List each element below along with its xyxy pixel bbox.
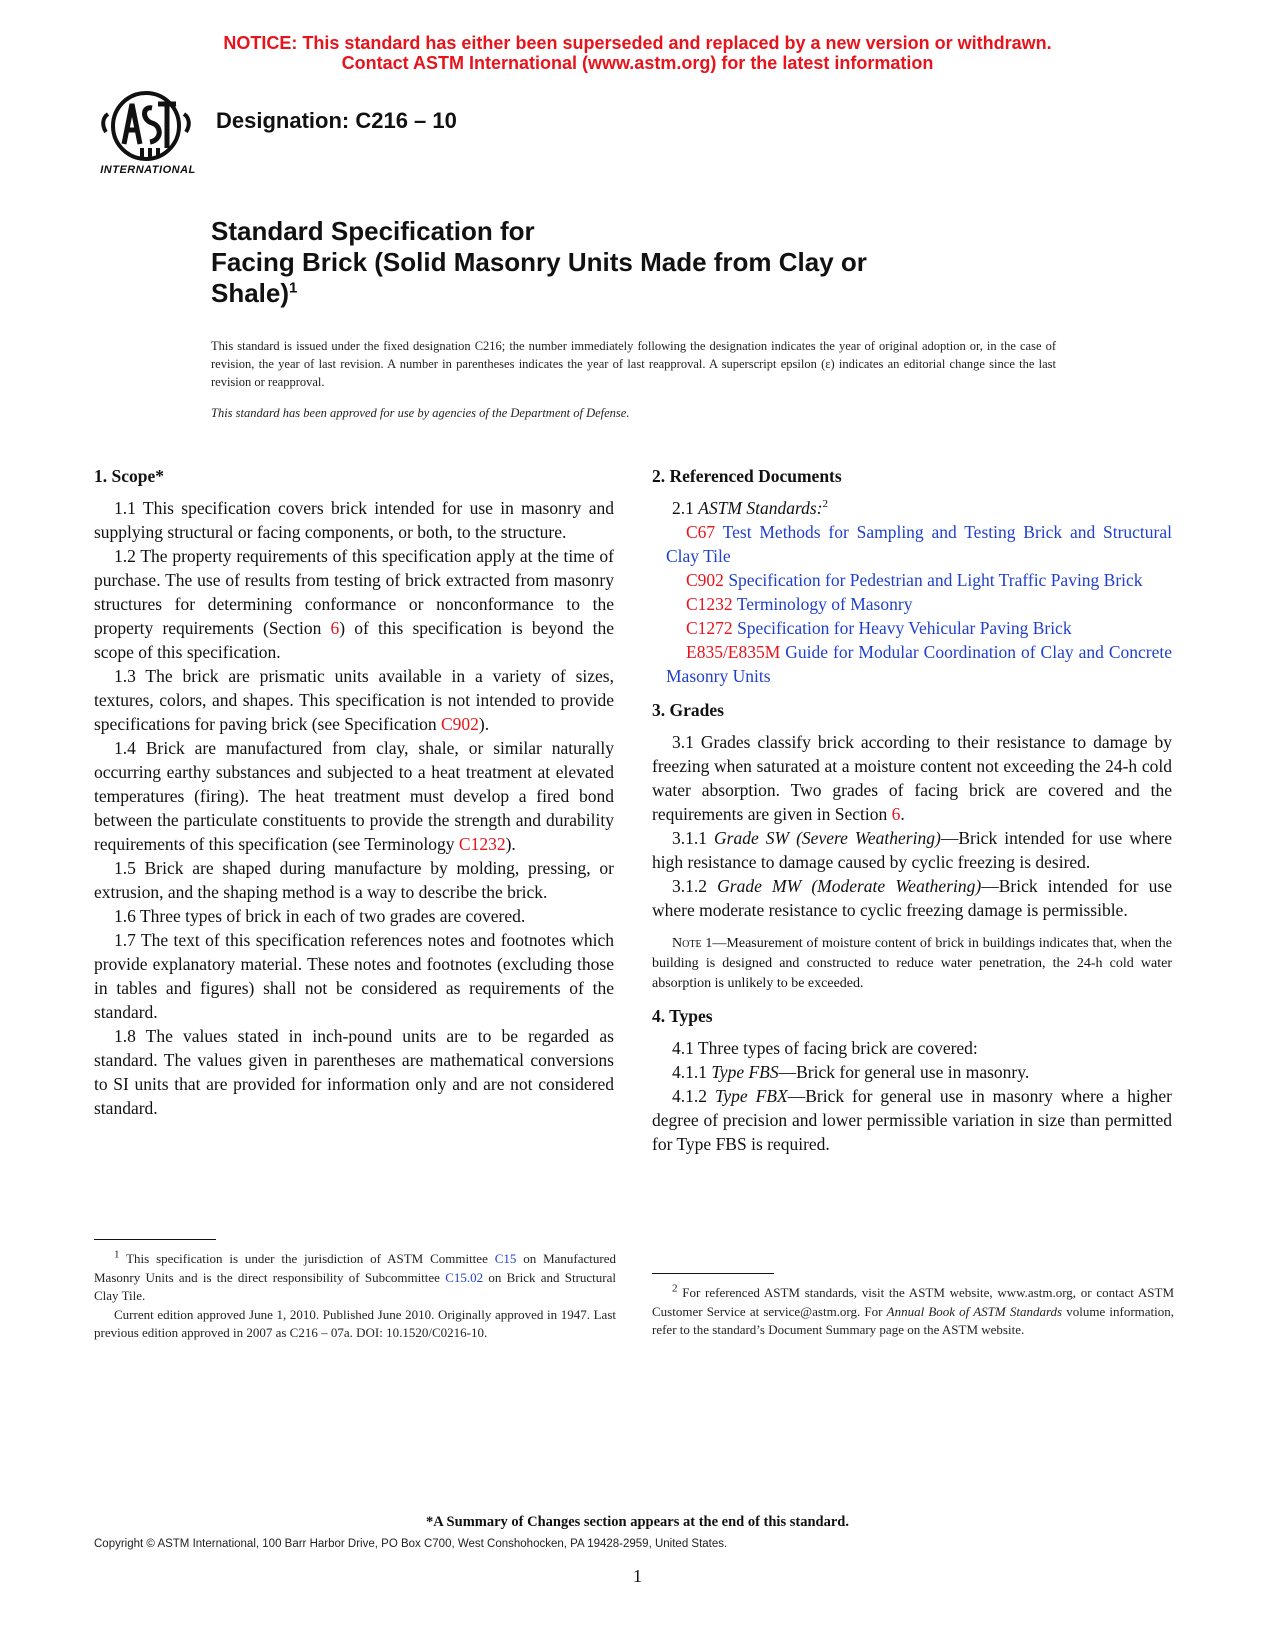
referenced-standard-code[interactable]: E835/E835M xyxy=(686,642,781,662)
para-2-1: 2.1 ASTM Standards:$^2$ xyxy=(672,498,829,518)
para-4-1-2: 4.1.2 Type FBX—Brick for general use in masonry where a higher degree of precision and lower permissible variation in size than permitted for Type FBS is required. xyxy=(652,1086,1172,1154)
para-3-1: 3.1 Grades classify brick according to their resistance to damage by freezing when saturated at a moisture content not exceeding the 24-h cold water absorption. Two grades of facing brick are covered and the requirements are given in Section 6. xyxy=(652,732,1172,824)
referenced-standard-item[interactable] xyxy=(652,640,1172,688)
para-3-1-2: 3.1.2 Grade MW (Moderate Weathering)—Brick intended for use where moderate resistance to cyclic freezing damage is permissible. xyxy=(652,876,1173,920)
c15-02-link[interactable]: C15.02 xyxy=(445,1269,484,1285)
footnote-1: $^1$ This specification is under the jurisdiction of ASTM Committee C15 on Manufactured Masonry Units and is the direct responsibility of Subcommittee C15.02 on Brick and Structural Clay Tile. Current edition approved June 1, 2010. Published June 2010. Originally approved in 1947. Last previous edition approved in 2007 as C216 – 07a. DOI: 10.1520/C0216-10. xyxy=(94,1250,616,1343)
issued-statement: This standard is issued under the fixed designation C216; the number immediately following the designation indicates the year of original adoption or, in the case of revision, the year of last revision. A number in parentheses indicates the year of last reapproval. A superscript epsilon (ε) indicates an editorial change since the last revision or reapproval. xyxy=(211,339,1056,389)
dod-approval-statement: This standard has been approved for use by agencies of the Department of Defense. xyxy=(211,406,630,420)
para-3-1-1: 3.1.1 Grade SW (Severe Weathering)—Brick intended for use where high resistance to damage caused by cyclic freezing is desired. xyxy=(652,828,1173,872)
copyright: Copyright © ASTM International, 100 Barr Harbor Drive, PO Box C700, West Conshohocken, PA 19428-2959, United States. xyxy=(94,1538,728,1550)
referenced-standard-title[interactable]: Guide for Modular Coordination of Clay and Concrete Masonry Units xyxy=(666,642,1173,686)
title-line-2: Facing Brick (Solid Masonry Units Made from Clay or xyxy=(211,247,867,277)
left-column xyxy=(94,464,614,1120)
referenced-standard-title[interactable]: Specification for Pedestrian and Light Traffic Paving Brick xyxy=(728,570,1143,590)
section-4-heading: 4. Types xyxy=(652,1006,713,1026)
referenced-standard-item[interactable] xyxy=(652,568,1172,592)
document-title xyxy=(211,216,991,309)
referenced-standard-title[interactable]: Test Methods for Sampling and Testing Brick and Structural Clay Tile xyxy=(666,522,1173,566)
right-column xyxy=(652,464,1172,1156)
astm-logo xyxy=(96,86,200,182)
footnote-1-edition: Current edition approved June 1, 2010. Published June 2010. Originally approved in 1947. Last previous edition approved in 2007 as C216 – 07a. DOI: 10.1520/C0216-10. xyxy=(94,1306,616,1340)
referenced-standards-list xyxy=(652,520,1172,688)
section-6-link[interactable]: 6 xyxy=(891,804,901,824)
referenced-standard-code[interactable]: C902 xyxy=(686,570,724,590)
notice-line-1: NOTICE: This standard has either been superseded and replaced by a new version or withdrawn. xyxy=(223,33,1052,53)
referenced-standard-code[interactable]: C67 xyxy=(686,522,716,542)
para-1-5: 1.5 Brick are shaped during manufacture by molding, pressing, or extrusion, and the shaping method is a way to describe the brick. xyxy=(94,858,614,902)
title-line-1: Standard Specification for xyxy=(211,216,535,246)
note-1: Note 1—Measurement of moisture content of brick in buildings indicates that, when the building is designed and constructed to reduce water penetration, the 24-h cold water absorption is unlikely to be exceeded. xyxy=(652,936,1172,991)
c1232-link[interactable]: C1232 xyxy=(458,834,506,854)
para-1-2: 1.2 The property requirements of this specification apply at the time of purchase. The use of results from testing of brick extracted from masonry structures for determining conformance or nonconformance to the property requirements (Section 6) of this specification is beyond the scope of this specification. xyxy=(94,546,614,662)
referenced-standard-title[interactable]: Specification for Heavy Vehicular Paving Brick xyxy=(737,618,1072,638)
section-3-heading: 3. Grades xyxy=(652,700,724,720)
footnote-2: $^2$ For referenced ASTM standards, visit the ASTM website, www.astm.org, or contact ASTM Customer Service at service@astm.org. For Annual Book of ASTM Standards volume information, refer to the standard’s Document Summary page on the ASTM website. xyxy=(652,1282,1174,1337)
para-1-3: 1.3 The brick are prismatic units available in a variety of sizes, textures, colors, and shapes. This specification is not intended to provide specifications for paving brick (see Specification C902). xyxy=(94,666,614,734)
referenced-standard-title[interactable]: Terminology of Masonry xyxy=(736,594,913,614)
page-number: 1 xyxy=(633,1566,642,1586)
title-footnote-mark: 1 xyxy=(289,279,298,297)
para-4-1-1: 4.1.1 Type FBS—Brick for general use in masonry. xyxy=(672,1062,1030,1082)
para-1-8: 1.8 The values stated in inch-pound units are to be regarded as standard. The values given in parentheses are mathematical conversions to SI units that are provided for information only and are not considered standard. xyxy=(94,1026,614,1118)
referenced-standard-code[interactable]: C1232 xyxy=(686,594,733,614)
summary-of-changes-note: *A Summary of Changes section appears at the end of this standard. xyxy=(426,1514,849,1530)
referenced-standard-item[interactable] xyxy=(652,616,1172,640)
para-1-1: 1.1 This specification covers brick intended for use in masonry and supplying structural or facing components, or both, to the structure. xyxy=(94,498,614,542)
section-6-link[interactable]: 6 xyxy=(330,618,340,638)
footnote-rule-left xyxy=(94,1239,216,1240)
astm-logo-text: INTERNATIONAL xyxy=(100,164,196,176)
c902-link[interactable]: C902 xyxy=(440,714,479,734)
c15-link[interactable]: C15 xyxy=(494,1251,517,1266)
referenced-standard-item[interactable] xyxy=(652,592,1172,616)
referenced-standard-item[interactable] xyxy=(652,520,1172,568)
para-1-6: 1.6 Three types of brick in each of two grades are covered. xyxy=(114,906,526,926)
notice-banner xyxy=(0,33,1275,73)
referenced-standard-code[interactable]: C1272 xyxy=(686,618,733,638)
para-4-1: 4.1 Three types of facing brick are covered: xyxy=(672,1038,978,1058)
notice-line-2: Contact ASTM International (www.astm.org) for the latest information xyxy=(341,53,934,73)
footnote-rule-right xyxy=(652,1273,774,1274)
para-1-4: 1.4 Brick are manufactured from clay, shale, or similar naturally occurring earthy substances and subjected to a heat treatment at elevated temperatures (firing). The heat treatment must develop a fired bond between the particulate constituents to provide the strength and durability requirements of this specification (see Terminology C1232). xyxy=(94,738,614,854)
title-line-3: Shale) xyxy=(211,278,290,308)
section-1-heading: 1. Scope* xyxy=(94,466,164,486)
designation: Designation: C216 – 10 xyxy=(216,108,457,133)
section-2-heading: 2. Referenced Documents xyxy=(652,466,842,486)
para-1-7: 1.7 The text of this specification references notes and footnotes which provide explanatory material. These notes and footnotes (excluding those in tables and figures) shall not be considered as requirements of the standard. xyxy=(94,930,614,1022)
